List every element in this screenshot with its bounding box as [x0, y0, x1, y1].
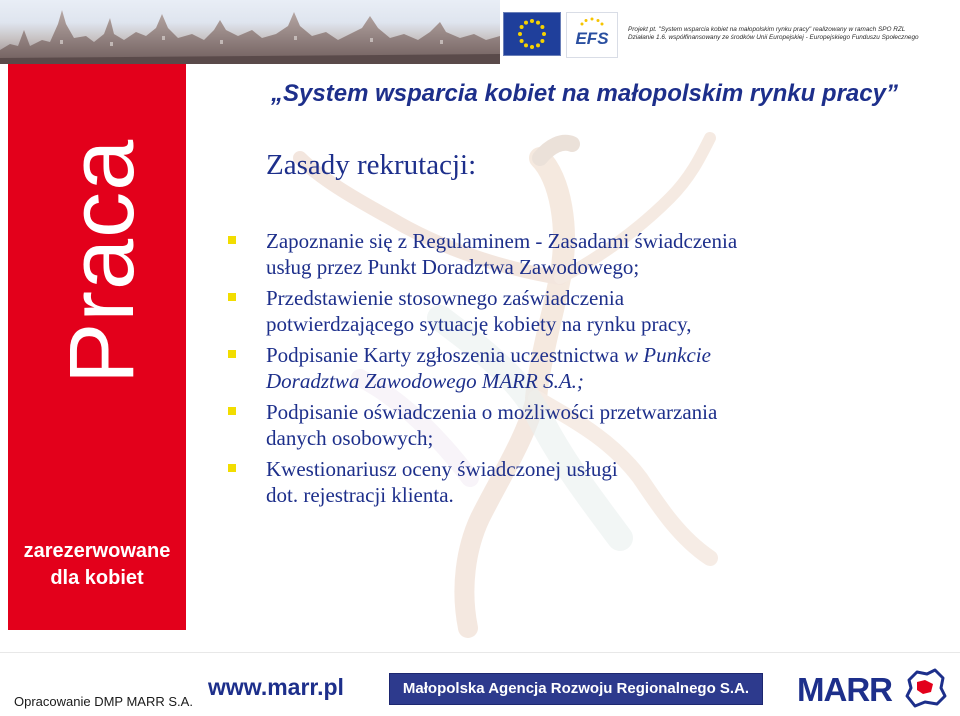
title-close-quote: ” [885, 80, 898, 107]
list-item [226, 399, 906, 451]
efs-logo-text: EFS [575, 29, 609, 48]
krakow-skyline-image [0, 0, 500, 64]
page-title-text: System wsparcia kobiet na małopolskim rynku pracy [283, 80, 886, 107]
malopolska-map-icon [903, 666, 947, 708]
marr-logo-text: MARR [797, 671, 892, 708]
square-bullet-icon [228, 464, 236, 472]
sidebar-caption-line: zarezerwowane [23, 540, 171, 562]
square-bullet-icon [228, 293, 236, 301]
list-item-line: Zapoznanie się z Regulaminem - Zasadami świadczenia [266, 229, 738, 253]
list-item-line: dot. rejestracji klienta. [266, 483, 454, 507]
agency-name-bar: Małopolska Agencja Rozwoju Regionalnego S.A. [389, 673, 763, 705]
list-item-line: Przedstawienie stosownego zaświadczenia [266, 286, 625, 310]
list-item-line: Kwestionariusz oceny świadczonej usługi [266, 457, 618, 481]
recruitment-rules-list [226, 228, 906, 513]
title-open-quote: „ [271, 80, 284, 107]
list-item-line: usług przez Punkt Doradztwa Zawodowego; [266, 255, 640, 279]
list-item-italic-text: w Punkcie [624, 343, 711, 367]
square-bullet-icon [228, 407, 236, 415]
list-item-text: Podpisanie Karty zgłoszenia uczestnictwa [266, 343, 625, 367]
footer-credit: Opracowanie DMP MARR S.A. [14, 694, 193, 709]
footer-divider [0, 652, 960, 653]
footer-website-link[interactable]: www.marr.pl [208, 674, 344, 700]
sidebar-caption [8, 538, 186, 592]
square-bullet-icon [228, 350, 236, 358]
list-item-line: potwierdzającego sytuację kobiety na rynku pracy, [266, 312, 692, 336]
list-item-line: Podpisanie oświadczenia o możliwości przetwarzania [266, 400, 718, 424]
funding-note-line: Działanie 1.6. współfinansowany ze środków Unii Europejskiej - Europejskiego Funduszu Społecznego [628, 34, 919, 41]
list-item [226, 285, 906, 337]
square-bullet-icon [228, 236, 236, 244]
list-item-line [266, 342, 906, 368]
list-item [226, 228, 906, 280]
funding-note-line: Projekt pt. "System wsparcia kobiet na małopolskim rynku pracy" realizowany w ramach SPO RZL [628, 26, 906, 33]
footer [0, 652, 960, 716]
list-item [226, 456, 906, 508]
top-banner [0, 0, 960, 64]
funding-note [628, 26, 946, 42]
list-item-line: Doradztwa Zawodowego MARR S.A.; [266, 369, 584, 393]
eu-flag-icon [503, 12, 561, 56]
list-item [226, 342, 906, 394]
marr-logo-icon [797, 664, 947, 714]
sidebar-caption-line: dla kobiet [50, 567, 144, 589]
red-sidebar [8, 64, 186, 630]
sidebar-vertical-word: Praca [51, 138, 153, 384]
page-title [212, 80, 957, 108]
section-title: Zasady rekrutacji: [266, 149, 477, 181]
list-item-line: danych osobowych; [266, 426, 434, 450]
efs-logo-icon [566, 12, 618, 58]
